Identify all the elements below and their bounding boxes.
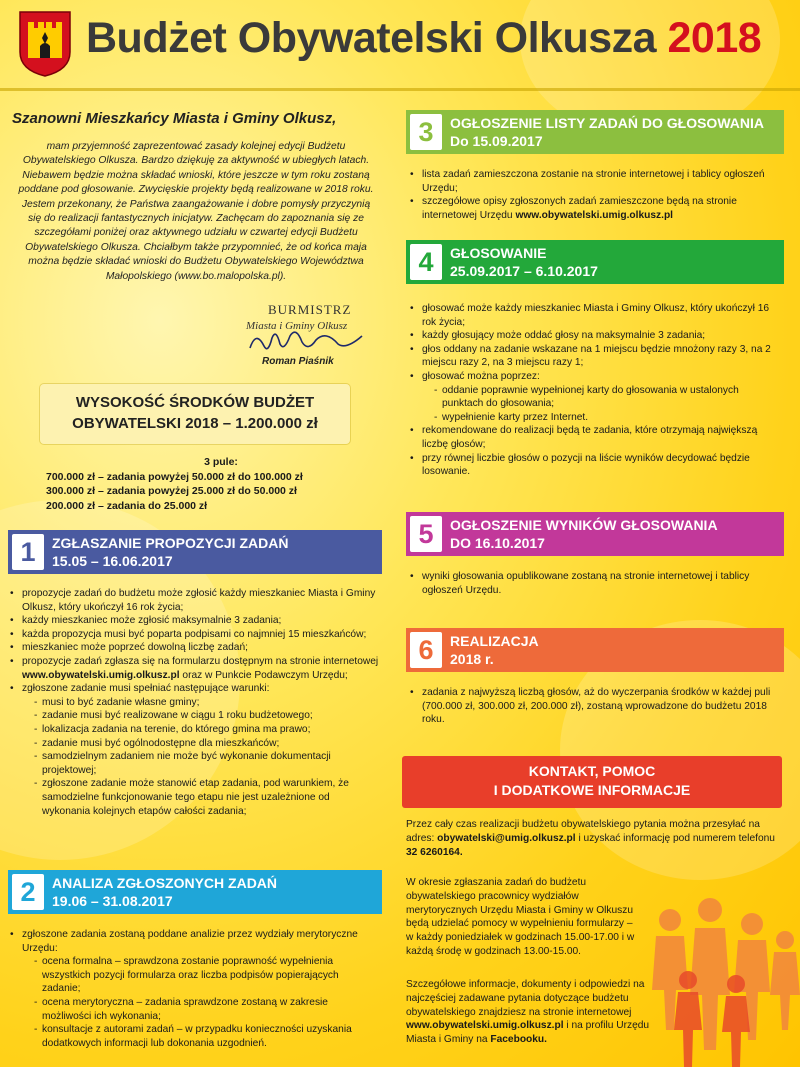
- step-date: 2018 r.: [450, 651, 494, 667]
- step-title: ANALIZA ZGŁOSZONYCH ZADAŃ: [52, 875, 278, 891]
- step-number: 1: [12, 534, 44, 570]
- letter-body: [10, 140, 382, 284]
- sub-list-item: - zgłoszone zadanie może stanowić etap zadania, pod warunkiem, że samodzielne funkcjonowanie tego etapu nie jest uzależnione od wykonania kolejnych etapów całości zadania;: [32, 777, 380, 818]
- contact-title-2: I DODATKOWE INFORMACJE: [493, 782, 691, 798]
- email-link[interactable]: obywatelski@umig.olkusz.pl: [437, 832, 576, 844]
- step-date: 25.09.2017 – 6.10.2017: [450, 263, 598, 279]
- letter-line: Małopolskiego (www.bo.malopolska.pl).: [105, 270, 287, 282]
- website-link[interactable]: www.obywatelski.umig.olkusz.pl: [515, 209, 674, 221]
- step-4-list: [410, 302, 780, 479]
- step-date: 15.05 – 16.06.2017: [52, 553, 173, 569]
- contact-paragraph-3: [406, 978, 662, 1047]
- header-divider: [0, 88, 800, 91]
- step-title: REALIZACJA: [450, 633, 539, 649]
- step-number: 5: [410, 516, 442, 552]
- step-title: OGŁOSZENIE LISTY ZADAŃ DO GŁOSOWANIA: [450, 115, 764, 131]
- page-header: [0, 0, 800, 90]
- step-title: ZGŁASZANIE PROPOZYCJI ZADAŃ: [52, 535, 289, 551]
- step-3-list: [410, 168, 780, 222]
- signature-name: Roman Piaśnik: [262, 356, 334, 367]
- signature-subtitle: Miasta i Gminy Olkusz: [246, 320, 348, 332]
- contact-header-box: [402, 756, 782, 808]
- list-item: • wyniki głosowania opublikowane zostaną na stronie internetowej i tablicy ogłoszeń Urzędu.: [410, 570, 780, 597]
- list-item: • zgłoszone zadanie musi spełniać następujące warunki:: [10, 682, 380, 696]
- step-3-header: [406, 110, 784, 154]
- step-4-header: [406, 240, 784, 284]
- title-main: Budżet Obywatelski Olkusza: [86, 14, 657, 62]
- pools-title: 3 pule:: [204, 456, 238, 468]
- budget-line-1: WYSOKOŚĆ ŚRODKÓW BUDŻET: [75, 394, 315, 411]
- list-item-text: oraz w Punkcie Podawczym Urzędu;: [182, 669, 348, 681]
- step-2-list: [10, 928, 380, 1050]
- sub-list-item: - zadanie musi być realizowane w ciągu 1 roku budżetowego;: [32, 709, 380, 723]
- letter-line: Niebawem będzie można składać wnioski, które jeszcze w tym roku zostaną: [22, 169, 370, 181]
- step-number: 2: [12, 874, 44, 910]
- contact-text: i uzyskać informację pod numerem telefonu: [578, 832, 775, 844]
- list-item-text: propozycje zadań zgłasza się na formularzu dostępnym na stronie internetowej: [22, 655, 379, 667]
- list-item: [10, 655, 380, 682]
- letter-line: Obywatelskiego Olkusza. Bardzo dziękuję za aktywność w ubiegłych latach.: [22, 155, 370, 167]
- letter-line: poddane pod głosowanie. Zwycięskie projekty będą realizowane w 2018 roku.: [18, 184, 374, 196]
- list-item: • lista zadań zamieszczona zostanie na stronie internetowej i tablicy ogłoszeń Urzędu;: [410, 168, 780, 195]
- letter-line: mam przyjemność zaprezentować zasady kolejnej edycji Budżetu: [46, 141, 346, 152]
- list-item: • propozycje zadań do budżetu może zgłosić każdy mieszkaniec Miasta i Gminy Olkusz, który ukończył 16 rok życia;: [10, 587, 380, 614]
- signature-scribble-icon: [246, 326, 366, 356]
- list-item: • zgłoszone zadania zostaną poddane analizie przez wydziały merytoryczne Urzędu:: [10, 928, 380, 955]
- list-item: • każda propozycja musi być poparta podpisami co najmniej 15 mieszkańców;: [10, 628, 380, 642]
- list-item: • głosować może każdy mieszkaniec Miasta i Gminy Olkusz, który ukończył 16 rok życia;: [410, 302, 780, 329]
- step-number: 6: [410, 632, 442, 668]
- page-title: [86, 14, 761, 63]
- step-6-list: [410, 686, 780, 727]
- letter-line: się do realizacji fantastycznych inicjatyw. Zachęcam do zapoznania się ze: [28, 213, 364, 225]
- letter-greeting: Szanowni Mieszkańcy Miasta i Gminy Olkusz,: [12, 110, 337, 127]
- step-number: 4: [410, 244, 442, 280]
- signature-title: BURMISTRZ: [268, 302, 352, 317]
- letter-line: Jestem przekonany, że Państwa zaangażowanie i dobre pomysły przyczynią: [21, 198, 371, 210]
- sub-list-item: - musi to być zadanie własne gminy;: [32, 696, 380, 710]
- step-number: 3: [410, 114, 442, 150]
- list-item: • rekomendowane do realizacji będą te zadania, które otrzymają największą liczbę głosów;: [410, 424, 780, 451]
- budget-pools: [46, 455, 356, 513]
- olkusz-crest-icon: [18, 10, 72, 78]
- step-date: Do 15.09.2017: [450, 133, 543, 149]
- sub-list-item: - ocena merytoryczna – zadania sprawdzone zostaną w zakresie możliwości ich wykonania;: [32, 996, 380, 1023]
- sub-list-item: - samodzielnym zadaniem nie może być wykonanie dokumentacji projektowej;: [32, 750, 380, 777]
- list-item: • każdy mieszkaniec może zgłosić maksymalnie 3 zadania;: [10, 614, 380, 628]
- step-6-header: [406, 628, 784, 672]
- contact-paragraph-1: [406, 818, 784, 859]
- step-title: GŁOSOWANIE: [450, 245, 547, 261]
- list-item: • głosować można poprzez:: [410, 370, 780, 384]
- contact-text: Szczegółowe informacje, dokumenty i odpowiedzi na najczęściej zadawane pytania dotyczące budżetu obywatelskiego znajdziesz na stronie internetowej: [406, 979, 645, 1018]
- budget-line-2: OBYWATELSKI 2018 – 1.200.000 zł: [72, 415, 318, 432]
- title-year: 2018: [667, 14, 762, 62]
- pool-item: 200.000 zł – zadania do 25.000 zł: [46, 499, 208, 512]
- facebook-link[interactable]: Facebooku.: [490, 1034, 547, 1046]
- budget-amount-box: [40, 384, 350, 444]
- list-item: [410, 195, 780, 222]
- letter-line: szczegółami poniżej oraz aktywnego udziału w czwartej edycji Budżetu: [34, 227, 358, 239]
- sub-list-item: - ocena formalna – sprawdzona zostanie poprawność wypełnienia wszystkich pozycji formularza oraz liczba podpisów popierających zadanie;: [32, 955, 380, 996]
- step-date: DO 16.10.2017: [450, 535, 545, 551]
- list-item-text: szczegółowe opisy zgłoszonych zadań zamieszczone będą na stronie internetowej Urzędu: [422, 196, 737, 221]
- contact-text: i na profilu Urzędu Miasta i Gminy na: [406, 1020, 650, 1046]
- phone-number: 32 6260164.: [406, 846, 463, 858]
- pool-item: 300.000 zł – zadania powyżej 25.000 zł do 50.000 zł: [46, 485, 297, 497]
- step-5-list: [410, 570, 780, 597]
- step-5-header: [406, 512, 784, 556]
- list-item: • głos oddany na zadanie wskazane na 1 miejscu będzie mnożony razy 3, na 2 miejscu razy 2, na 3 miejscu razy 1;: [410, 343, 780, 370]
- sub-list-item: - zadanie musi być ogólnodostępne dla mieszkańców;: [32, 737, 380, 751]
- list-item: • zadania z najwyższą liczbą głosów, aż do wyczerpania środków w każdej puli (700.000 zł, 300.000 zł, 200.000 zł), zostaną wprowadzone do budżetu 2018 roku.: [410, 686, 780, 727]
- contact-text: Przez cały czas realizacji budżetu obywatelskiego pytania można przesyłać na adres:: [406, 819, 760, 844]
- sub-list-item: - konsultacje z autorami zadań – w przypadku konieczności uzyskania dodatkowych informacji lub dokonania uzgodnień.: [32, 1023, 380, 1050]
- contact-paragraph-2: W okresie zgłaszania zadań do budżetu obywatelskiego pracownicy wydziałów merytorycznych Urzędu Miasta i Gminy w Olkuszu będą udzielać pomocy w wypełnieniu formularzy – w każdy poniedziałek w godzinach 15.00-17.00 i w każdą środę w godzinach 13.00-15.00.: [406, 877, 635, 957]
- people-group-icon: [640, 880, 800, 1067]
- list-item: • mieszkaniec może poprzeć dowolną liczbę zadań;: [10, 641, 380, 655]
- contact-title-1: KONTAKT, POMOC: [528, 763, 656, 779]
- sub-list-item: - lokalizacja zadania na terenie, do którego gmina ma prawo;: [32, 723, 380, 737]
- step-title: OGŁOSZENIE WYNIKÓW GŁOSOWANIA: [450, 517, 718, 533]
- pool-item: 700.000 zł – zadania powyżej 50.000 zł do 100.000 zł: [46, 470, 303, 483]
- list-item: • każdy głosujący może oddać głosy na maksymalnie 3 zadania;: [410, 329, 780, 343]
- step-2-header: [8, 870, 382, 914]
- step-1-list: [10, 587, 380, 818]
- sub-list-item: - wypełnienie karty przez Internet.: [432, 411, 780, 425]
- website-link[interactable]: www.obywatelski.umig.olkusz.pl: [406, 1020, 564, 1032]
- list-item: • przy równej liczbie głosów o pozycji na liście wyników decydować będzie losowanie.: [410, 452, 780, 479]
- letter-line: można będzie składać wnioski do Budżetu Obywatelskiego Województwa: [28, 256, 364, 268]
- website-link[interactable]: www.obywatelski.umig.olkusz.pl: [22, 669, 180, 681]
- step-date: 19.06 – 31.08.2017: [52, 893, 173, 909]
- step-1-header: [8, 530, 382, 574]
- letter-line: Obywatelskiego Olkusza. Chciałbym także przypomnieć, że od końca maja: [25, 241, 367, 253]
- sub-list-item: - oddanie poprawnie wypełnionej karty do głosowania w ustalonych punktach do głosowania;: [432, 384, 780, 411]
